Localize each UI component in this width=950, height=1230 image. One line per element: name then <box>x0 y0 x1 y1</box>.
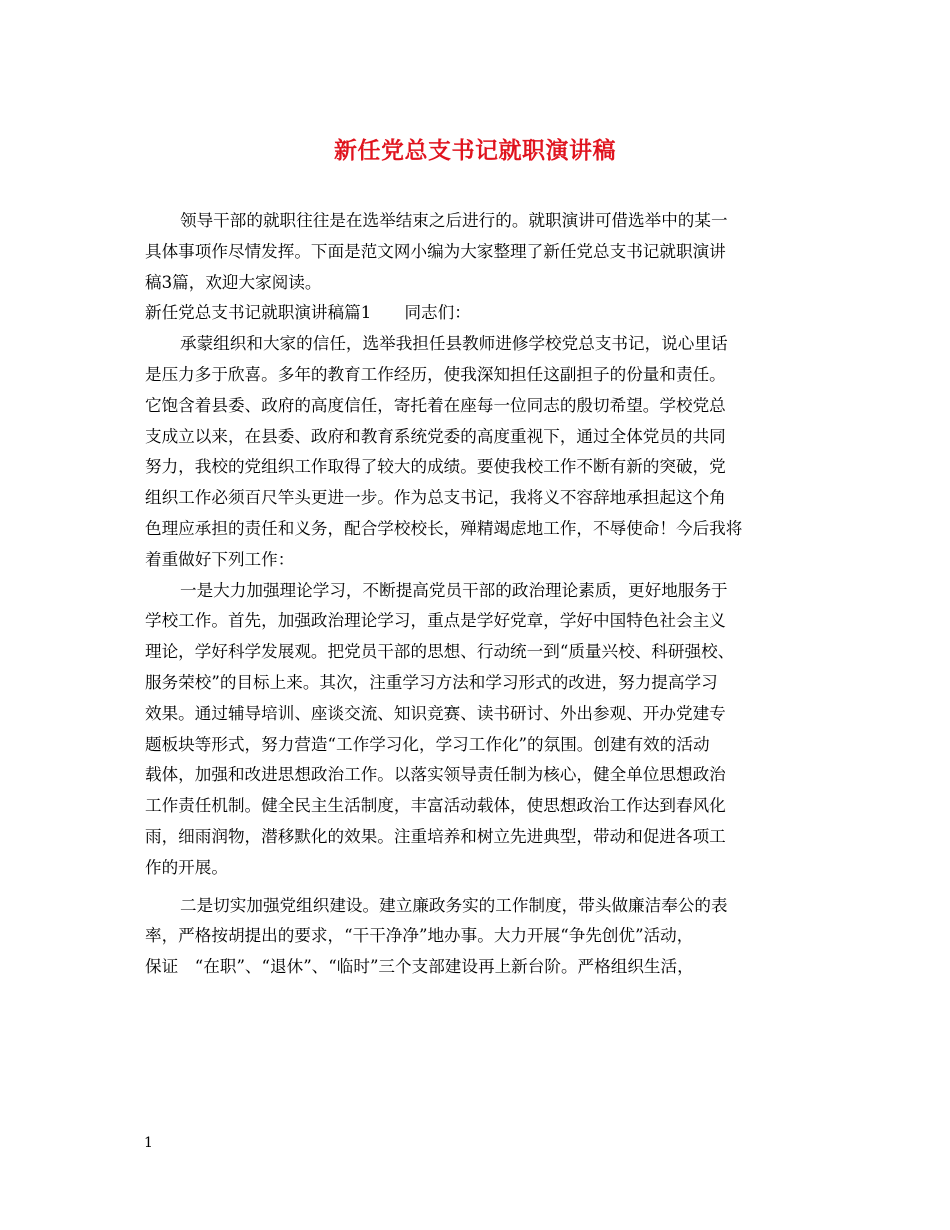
paragraph-line: 题板块等形式，努力营造“工作学习化，学习工作化”的氛围。创建有效的活动 <box>145 734 710 754</box>
paragraph-line: 领导干部的就职往往是在选举结束之后进行的。就职演讲可借选举中的某一 <box>180 211 728 230</box>
paragraph-line: 它饱含着县委、政府的高度信任，寄托着在座每一位同志的殷切希望。学校党总 <box>145 395 726 415</box>
paragraph-line: 努力，我校的党组织工作取得了较大的成绩。要使我校工作不断有新的突破，党 <box>145 457 726 477</box>
paragraph-line: 是压力多于欣喜。多年的教育工作经历，使我深知担任这副担子的份量和责任。 <box>145 364 726 384</box>
paragraph-line: 保证 “在职”、“退休”、“临时”三个支部建设再上新台阶。严格组织生活， <box>145 957 694 977</box>
paragraph-line: 一是大力加强理论学习，不断提高党员干部的政治理论素质，更好地服务于 <box>180 580 728 600</box>
paragraph-line: 二是切实加强党组织建设。建立廉政务实的工作制度，带头做廉洁奉公的表 <box>180 895 728 915</box>
paragraph-line: 载体，加强和改进思想政治工作。以落实领导责任制为核心，健全单位思想政治 <box>145 765 726 785</box>
paragraph-line: 率，严格按胡提出的要求，“干干净净”地办事。大力开展“争先创优”活动， <box>145 926 694 946</box>
paragraph-line: 服务荣校”的目标上来。其次，注重学习方法和学习形式的改进，努力提高学习 <box>145 672 718 692</box>
paragraph-line: 组织工作必须百尺竿头更进一步。作为总支书记，我将义不容辞地承担起这个角 <box>145 488 726 508</box>
paragraph-line: 雨，细雨润物，潜移默化的效果。注重培养和树立先进典型，带动和促进各项工 <box>145 826 726 846</box>
paragraph-line: 着重做好下列工作： <box>145 549 295 569</box>
paragraph-line: 工作责任机制。健全民主生活制度，丰富活动载体，使思想政治工作达到春风化 <box>145 796 726 816</box>
paragraph-line: 色理应承担的责任和义务，配合学校校长，殚精竭虑地工作，不辱使命！今后我将 <box>145 518 743 538</box>
paragraph-line: 效果。通过辅导培训、座谈交流、知识竞赛、读书研讨、外出参观、开办党建专 <box>145 703 726 723</box>
document-title: 新任党总支书记就职演讲稿 <box>334 137 616 164</box>
page-number: 1 <box>144 1135 153 1151</box>
paragraph-line: 理论，学好科学发展观。把党员干部的思想、行动统一到“质量兴校、科研强校、 <box>145 642 735 662</box>
paragraph-line: 具体事项作尽情发挥。下面是范文网小编为大家整理了新任党总支书记就职演讲 <box>145 241 726 261</box>
paragraph-line: 稿3篇，欢迎大家阅读。 <box>145 272 322 292</box>
paragraph-line: 学校工作。首先，加强政治理论学习，重点是学好党章，学好中国特色社会主义 <box>145 611 726 631</box>
section-heading-line: 新任党总支书记就职演讲稿篇1 同志们： <box>145 303 471 323</box>
paragraph-line: 承蒙组织和大家的信任，选举我担任县教师进修学校党总支书记，说心里话 <box>180 334 728 354</box>
document-body <box>145 206 813 983</box>
paragraph-line: 支成立以来，在县委、政府和教育系统党委的高度重视下，通过全体党员的共同 <box>145 426 726 446</box>
paragraph-line: 作的开展。 <box>145 857 228 877</box>
